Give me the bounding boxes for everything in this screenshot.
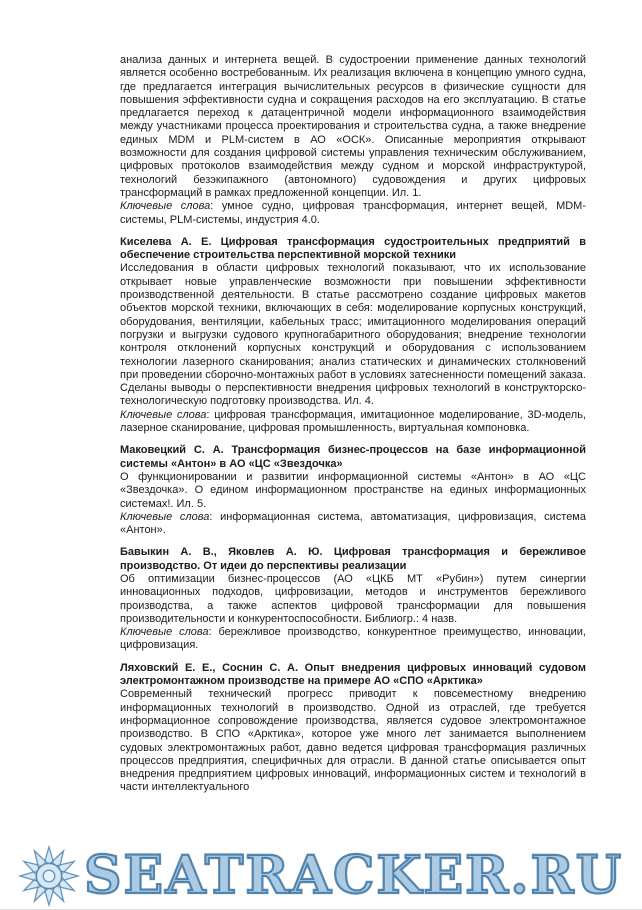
keywords-label: Ключевые слова: [120, 200, 211, 213]
watermark-text: SEATRACKER.RU: [84, 845, 624, 906]
abstract-heading: Киселева А. Е. Цифровая трансформация судостроительных предприятий в обеспечение строительства перспективной морской техники: [120, 235, 586, 262]
abstracts-content: [120, 54, 586, 795]
keywords-line: [120, 200, 586, 227]
abstract-body: Современный технический прогресс приводит к повсеместному внедрению информационных технологий в производство. Одной из отраслей, где требуется информационное сопровождение производства, является судовое электромонтажное производство. В СПО «Арктика», которое уже много лет занимается выполнением судовых электромонтажных работ, давно ведется цифровая трансформация различных процессов предприятия, специфичных для отрасли. В данной статье описывается опыт внедрения предприятием цифровых инноваций, информационных систем и технологий в части интеллектуального: [120, 688, 586, 794]
keywords-text: : информационная система, автоматизация, цифровизация, система «Антон».: [120, 510, 586, 537]
keywords-text: : цифровая трансформация, имитационное моделирование, 3D-модель, лазерное сканирование, цифровая промышленность, виртуальная компоновка.: [120, 408, 586, 435]
abstract-heading: Бавыкин А. В., Яковлев А. Ю. Цифровая трансформация и бережливое производство. От идеи до перспективы реализации: [120, 546, 586, 572]
keywords-label: Ключевые слова: [120, 626, 209, 639]
keywords-text: : умное судно, цифровая трансформация, интернет вещей, MDM-системы, PLM-системы, индустрия 4.0.: [120, 200, 587, 226]
keywords-text: : бережливое производство, конкурентное преимущество, инновации, цифровизация.: [120, 626, 586, 652]
keywords-line: [120, 511, 586, 538]
abstract-heading: Ляховский Е. Е., Соснин С. А. Опыт внедрения цифровых инноваций судовом электромонтажном производстве на примере АО «СПО «Арктика»: [120, 661, 586, 688]
watermark: [18, 845, 623, 907]
keywords-line: [120, 409, 586, 436]
keywords-line: [120, 626, 586, 653]
abstract-body: Об оптимизации бизнес-процессов (АО «ЦКБ МТ «Рубин») путем синергии инновационных подходов, цифровизации, методов и инструментов бережливого производства, а также аспектов цифровой трансформации для повышения производительности и конкурентоспособности. Библиогр.: 4 назв.: [120, 572, 586, 625]
abstract-body: Исследования в области цифровых технологий показывают, что их использование открывает новые управленческие возможности при повышении эффективности производственной деятельности. В статье рассмотрено создание цифровых макетов объектов морской техники, включающих в себя: моделирование корпусных конструкций, оборудования, вентиляции, кабельных трасс; имитационного моделирования операций погрузки и выгрузки судового крупногабаритного оборудования; внедрение технологии контроля отклонений корпусных конструкций и оборудования с использованием технологии лазерного сканирования; анализ статических и динамических столкновений при проведении сборочно-монтажных работ в условиях затесненности помещений заказа. Сделаны выводы о перспективности внедрения цифровых технологий в конструкторско-технологическую подготовку производства. Ил. 4.: [120, 262, 586, 408]
keywords-label: Ключевые слова: [120, 408, 207, 421]
keywords-label: Ключевые слова: [120, 510, 210, 523]
abstract-heading: Маковецкий С. А. Трансформация бизнес-процессов на базе информационной системы «Антон» в АО «ЦС «Звездочка»: [120, 444, 586, 470]
sunburst-logo-icon: [18, 845, 80, 907]
abstract-body: О функционировании и развитии информационной системы «Антон» в АО «ЦС «Звездочка». О едином информационном пространстве на единых информационных системах!. Ил. 5.: [120, 470, 586, 510]
abstract-body: анализа данных и интернета вещей. В судостроении применение данных технологий является особенно востребованным. Их реализация включена в концепцию умного судна, где предлагается интеграция вычислительных ресурсов в физические сущности для повышения эффективности судна и сокращения расходов на его эксплуатацию. В статье предлагается переход к датацентричной модели информационного взаимодействия между участниками процесса проектирования и строительства судна, а также внедрение единых MDM и PLM-систем в АО «ОСК». Описанные мероприятия открывают возможности для создания цифровой системы управления техническим обслуживанием, цифровых протоколов взаимодействия между судном и морской инфраструктурой, технологий безэкипажного (автономного) судовождения и других цифровых трансформаций в рамках предложенной концепции. Ил. 1.: [120, 54, 586, 199]
